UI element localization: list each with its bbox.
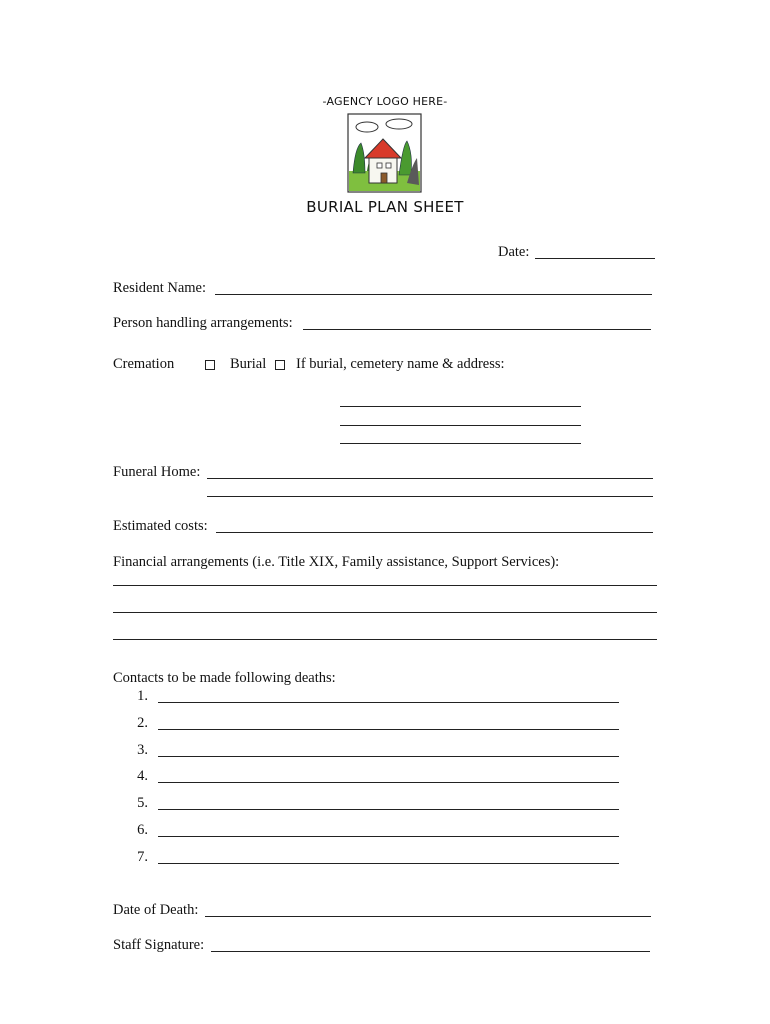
funeral-home-label: Funeral Home: xyxy=(113,464,201,480)
contacts-label: Contacts to be made following deaths: xyxy=(113,670,336,686)
contact-field[interactable] xyxy=(158,702,619,703)
cremation-checkbox[interactable] xyxy=(205,360,215,370)
cemetery-field-line-2[interactable] xyxy=(340,425,581,426)
contact-number: 3. xyxy=(137,742,148,758)
logo-placeholder-text: -AGENCY LOGO HERE- xyxy=(322,95,448,108)
estimated-costs-field[interactable] xyxy=(216,532,653,533)
house-landscape-icon xyxy=(347,113,422,193)
contact-number: 5. xyxy=(137,795,148,811)
financial-field-line-2[interactable] xyxy=(113,612,657,613)
cremation-label: Cremation xyxy=(113,356,175,372)
date-of-death-field[interactable] xyxy=(205,916,651,917)
person-handling-field[interactable] xyxy=(303,329,651,330)
cemetery-label: If burial, cemetery name & address: xyxy=(296,356,505,372)
cemetery-field-line-3[interactable] xyxy=(340,443,581,444)
staff-signature-label: Staff Signature: xyxy=(113,937,205,953)
resident-name-label: Resident Name: xyxy=(113,280,207,296)
burial-checkbox[interactable] xyxy=(275,360,285,370)
contact-number: 7. xyxy=(137,849,148,865)
contact-field[interactable] xyxy=(158,729,619,730)
date-field[interactable] xyxy=(535,258,655,259)
estimated-costs-label: Estimated costs: xyxy=(113,518,208,534)
financial-field-line-3[interactable] xyxy=(113,639,657,640)
contact-field[interactable] xyxy=(158,863,619,864)
page-title: BURIAL PLAN SHEET xyxy=(306,198,464,216)
contact-field[interactable] xyxy=(158,756,619,757)
contact-number: 1. xyxy=(137,688,148,704)
contact-number: 2. xyxy=(137,715,148,731)
contact-field[interactable] xyxy=(158,782,619,783)
burial-label: Burial xyxy=(230,356,267,372)
person-handling-label: Person handling arrangements: xyxy=(113,315,293,331)
contact-field[interactable] xyxy=(158,809,619,810)
date-label: Date: xyxy=(498,244,530,260)
resident-name-field[interactable] xyxy=(215,294,652,295)
contact-number: 6. xyxy=(137,822,148,838)
date-of-death-label: Date of Death: xyxy=(113,902,199,918)
contact-number: 4. xyxy=(137,768,148,784)
financial-field-line-1[interactable] xyxy=(113,585,657,586)
funeral-home-field-line-2[interactable] xyxy=(207,496,653,497)
staff-signature-field[interactable] xyxy=(211,951,650,952)
contact-field[interactable] xyxy=(158,836,619,837)
cemetery-field-line-1[interactable] xyxy=(340,406,581,407)
financial-arrangements-label: Financial arrangements (i.e. Title XIX, Family assistance, Support Services): xyxy=(113,554,560,570)
funeral-home-field-line-1[interactable] xyxy=(207,478,653,479)
